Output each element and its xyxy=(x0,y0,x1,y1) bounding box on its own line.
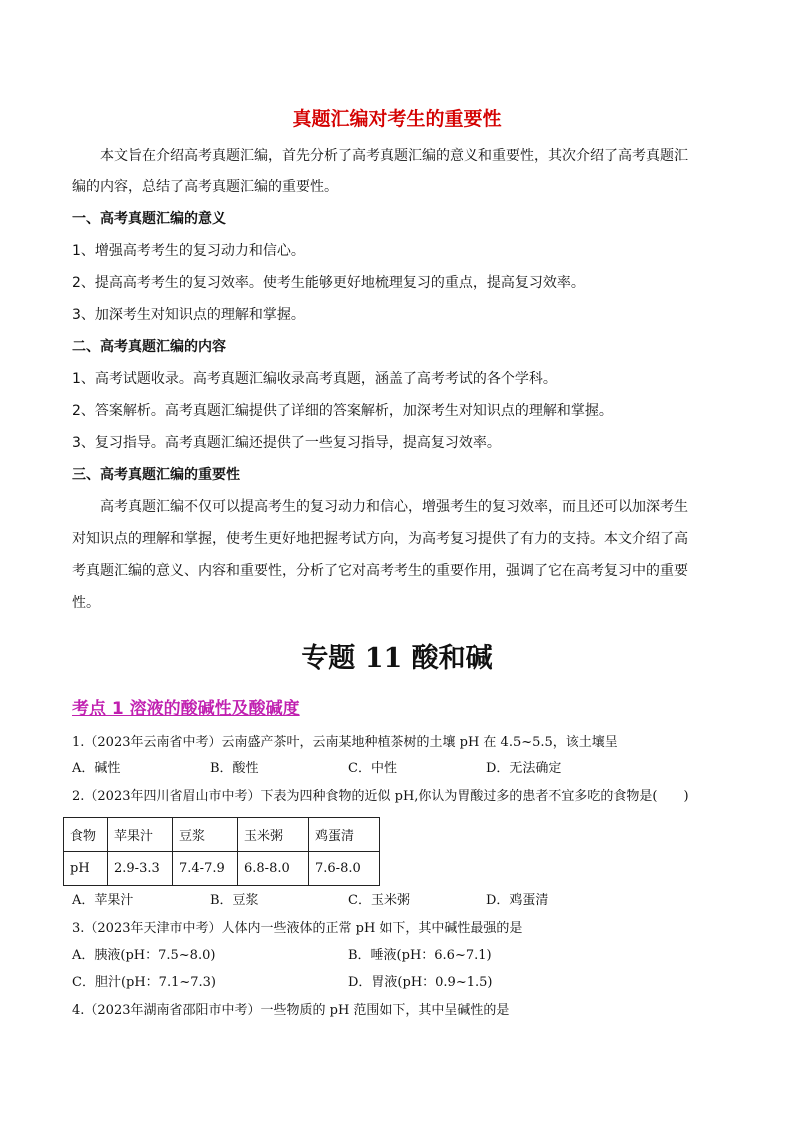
table-cell: 食物 xyxy=(64,818,108,852)
section-1-heading: 一、高考真题汇编的意义 xyxy=(72,211,226,227)
topic-title: 专题 11 酸和碱 xyxy=(301,643,493,674)
section-2-heading: 二、高考真题汇编的内容 xyxy=(72,339,226,355)
table-cell: 7.6-8.0 xyxy=(309,852,380,886)
section-3-line: 性。 xyxy=(72,595,100,611)
section-2-item: 1、高考试题收录。高考真题汇编收录高考真题，涵盖了高考考试的各个学科。 xyxy=(72,371,557,387)
question-3-option-c: C．胆汁(pH：7.1~7.3) xyxy=(72,975,216,990)
table-header-row xyxy=(64,818,380,852)
question-2-stem: 2.（2023年四川省眉山市中考）下表为四种食物的近似 pH,你认为胃酸过多的患者不宜多吃的食物是( ) xyxy=(72,789,689,804)
question-3-option-a: A．胰液(pH：7.5~8.0) xyxy=(72,948,216,963)
table-cell: 豆浆 xyxy=(173,818,238,852)
question-1-option-d: D．无法确定 xyxy=(486,761,562,776)
table-row xyxy=(64,852,380,886)
table-cell: 玉米粥 xyxy=(238,818,309,852)
question-2-option-a: A．苹果汁 xyxy=(72,893,134,908)
section-3-line: 对知识点的理解和掌握，使考生更好地把握考试方向，为高考复习提供了有力的支持。本文介绍了高 xyxy=(72,531,688,547)
section-1-item: 2、提高高考考生的复习效率。使考生能够更好地梳理复习的重点，提高复习效率。 xyxy=(72,275,585,291)
section-1-item: 3、加深考生对知识点的理解和掌握。 xyxy=(72,307,305,323)
ph-table xyxy=(63,817,380,886)
section-2-item: 3、复习指导。高考真题汇编还提供了一些复习指导，提高复习效率。 xyxy=(72,435,501,451)
document-title: 真题汇编对考生的重要性 xyxy=(292,108,502,130)
question-1-option-c: C．中性 xyxy=(348,761,397,776)
question-1-stem: 1.（2023年云南省中考）云南盛产茶叶，云南某地种植茶树的土壤 pH 在 4.5~5.5，该土壤呈 xyxy=(72,735,618,750)
question-3-option-b: B．唾液(pH：6.6~7.1) xyxy=(348,948,492,963)
question-3-stem: 3.（2023年天津市中考）人体内一些液体的正常 pH 如下，其中碱性最强的是 xyxy=(72,921,523,936)
table-cell: 2.9-3.3 xyxy=(108,852,173,886)
table-cell: 鸡蛋清 xyxy=(309,818,380,852)
question-2-option-c: C．玉米粥 xyxy=(348,893,410,908)
section-3-line: 高考真题汇编不仅可以提高考生的复习动力和信心，增强考生的复习效率，而且还可以加深考生 xyxy=(100,499,688,515)
question-3-option-d: D．胃液(pH：0.9~1.5) xyxy=(348,975,493,990)
section-3-line: 考真题汇编的意义、内容和重要性，分析了它对高考考生的重要作用，强调了它在高考复习中的重要 xyxy=(72,563,688,579)
table-cell: 苹果汁 xyxy=(108,818,173,852)
intro-line-2: 编的内容，总结了高考真题汇编的重要性。 xyxy=(72,179,338,195)
section-3-heading: 三、高考真题汇编的重要性 xyxy=(72,467,240,483)
table-cell: 6.8-8.0 xyxy=(238,852,309,886)
section-1-item: 1、增强高考考生的复习动力和信心。 xyxy=(72,243,305,259)
question-2-option-b: B．豆浆 xyxy=(210,893,259,908)
question-1-option-b: B．酸性 xyxy=(210,761,259,776)
question-4-stem: 4.（2023年湖南省邵阳市中考）一些物质的 pH 范围如下，其中呈碱性的是 xyxy=(72,1003,510,1018)
table-cell: pH xyxy=(64,852,108,886)
kaodian-heading: 考点 1 溶液的酸碱性及酸碱度 xyxy=(72,699,300,719)
table-cell: 7.4-7.9 xyxy=(173,852,238,886)
question-2-option-d: D．鸡蛋清 xyxy=(486,893,549,908)
section-2-item: 2、答案解析。高考真题汇编提供了详细的答案解析，加深考生对知识点的理解和掌握。 xyxy=(72,403,613,419)
question-1-option-a: A．碱性 xyxy=(72,761,121,776)
intro-line-1: 本文旨在介绍高考真题汇编，首先分析了高考真题汇编的意义和重要性，其次介绍了高考真题汇 xyxy=(100,148,688,164)
